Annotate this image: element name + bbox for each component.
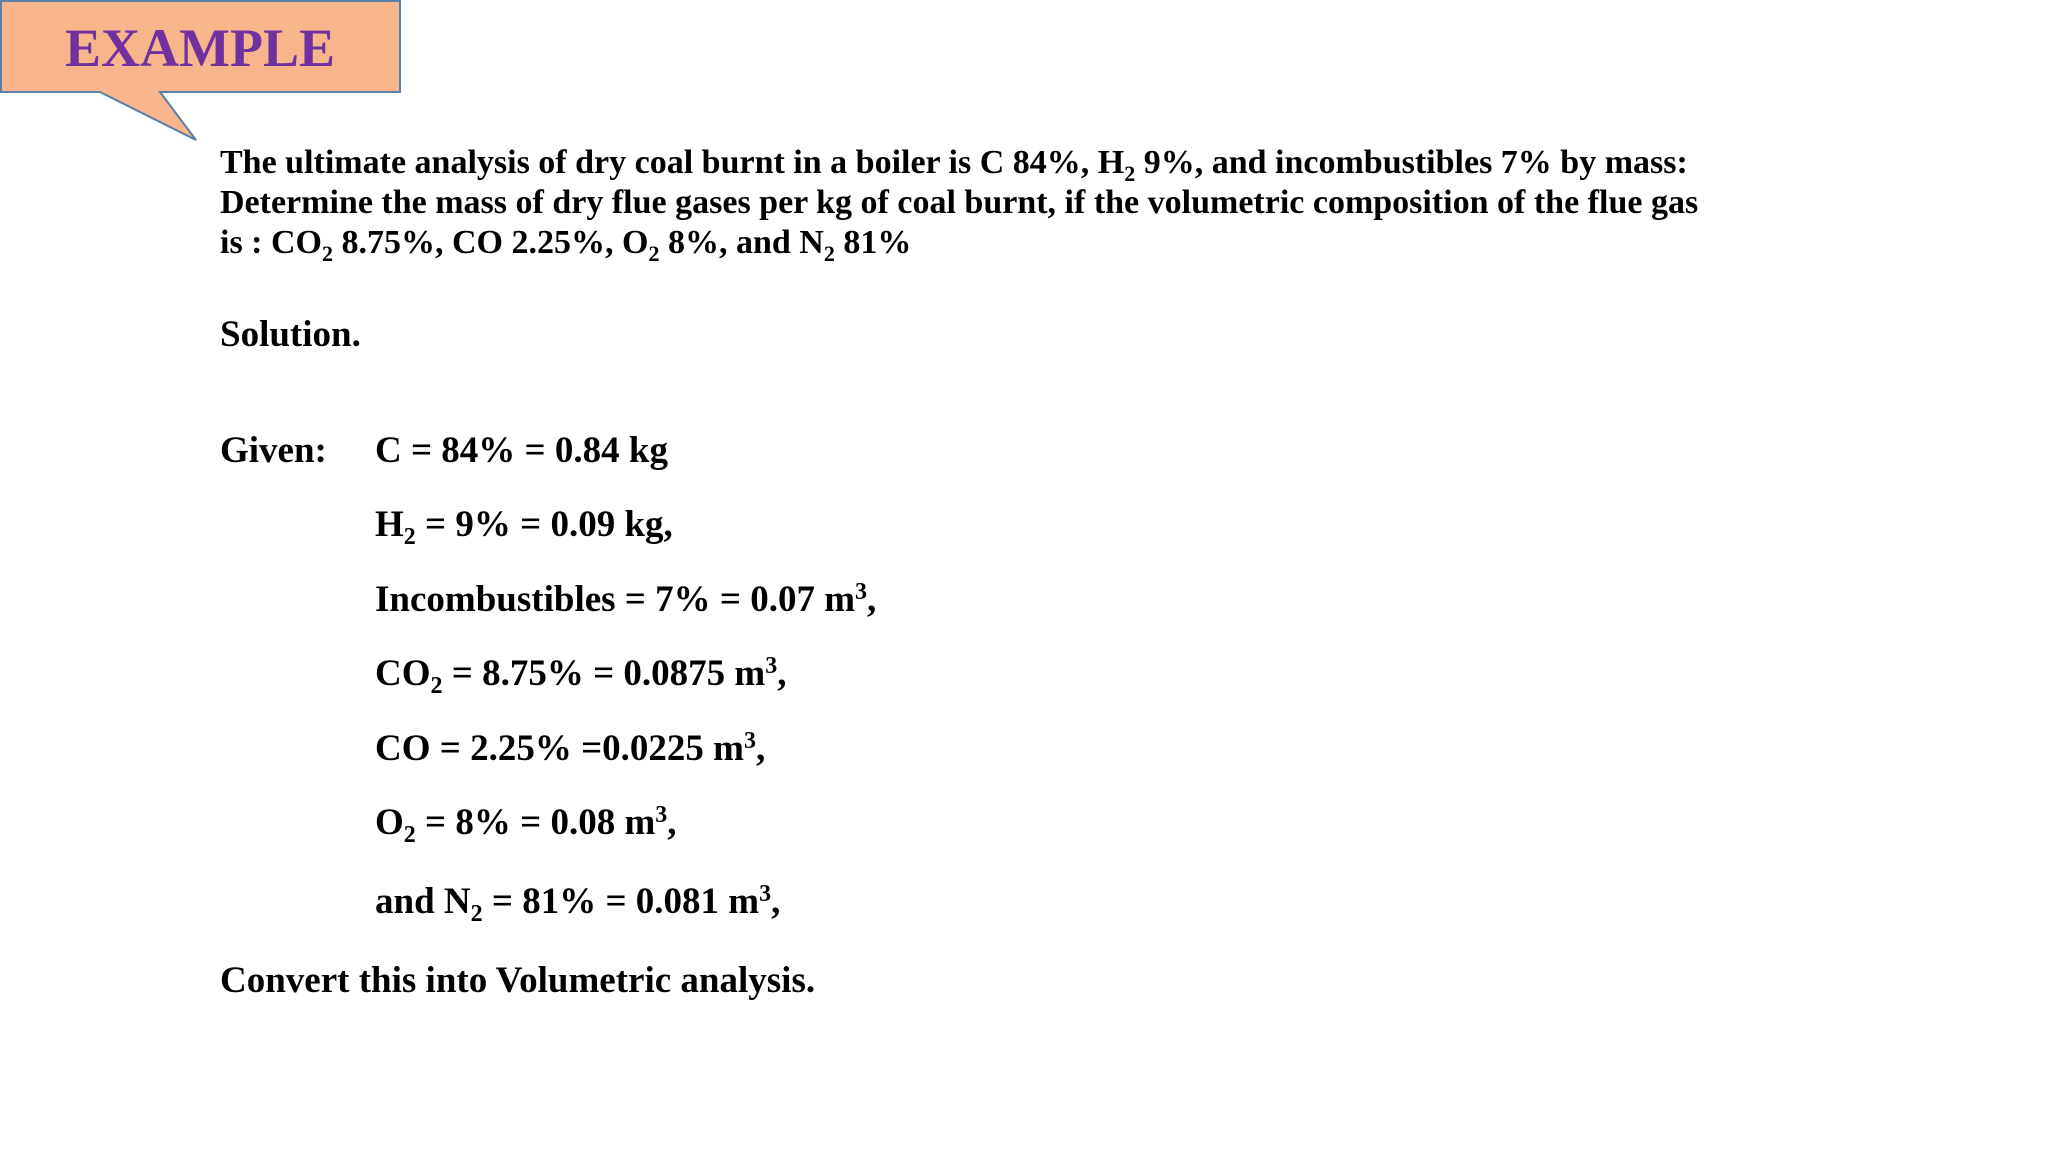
given-hydrogen: $H_2 = 9\% = 0.09$ kg, <box>375 504 673 550</box>
given-co2: $CO_2 = 8.75\% = 0.0875$ $m^3$, <box>375 653 787 699</box>
example-callout <box>0 0 402 142</box>
problem-line-1: The ultimate analysis of dry coal burnt in a boiler is C 84%, $H_2$ 9%, and incombustibles 7% by mass: <box>220 144 1688 186</box>
given-label: Given: <box>220 430 327 471</box>
solution-heading: Solution. <box>220 314 361 355</box>
given-carbon: C = 84% = 0.84 kg <box>375 430 668 471</box>
given-incombustibles: Incombustibles = 7% = 0.07 $m^3$, <box>375 579 877 620</box>
conclusion-text: Convert this into Volumetric analysis. <box>220 960 816 1001</box>
callout-title: EXAMPLE <box>65 18 335 78</box>
problem-line-2: Determine the mass of dry flue gases per kg of coal burnt, if the volumetric composition of the flue gas <box>220 184 1699 221</box>
problem-statement <box>220 143 1920 266</box>
given-o2: $O_2 = 8\% = 0.08$ $m^3$, <box>375 802 677 848</box>
problem-line-3: is : $CO_2$ 8.75%, CO 2.25%, $O_2$ 8%, and $N_2$ 81% <box>220 224 912 266</box>
given-n2: and $N_2 = 81\% = 0.081$ $m^3$, <box>375 881 781 927</box>
given-co: CO = 2.25% =0.0225 $m^3$, <box>375 728 766 769</box>
